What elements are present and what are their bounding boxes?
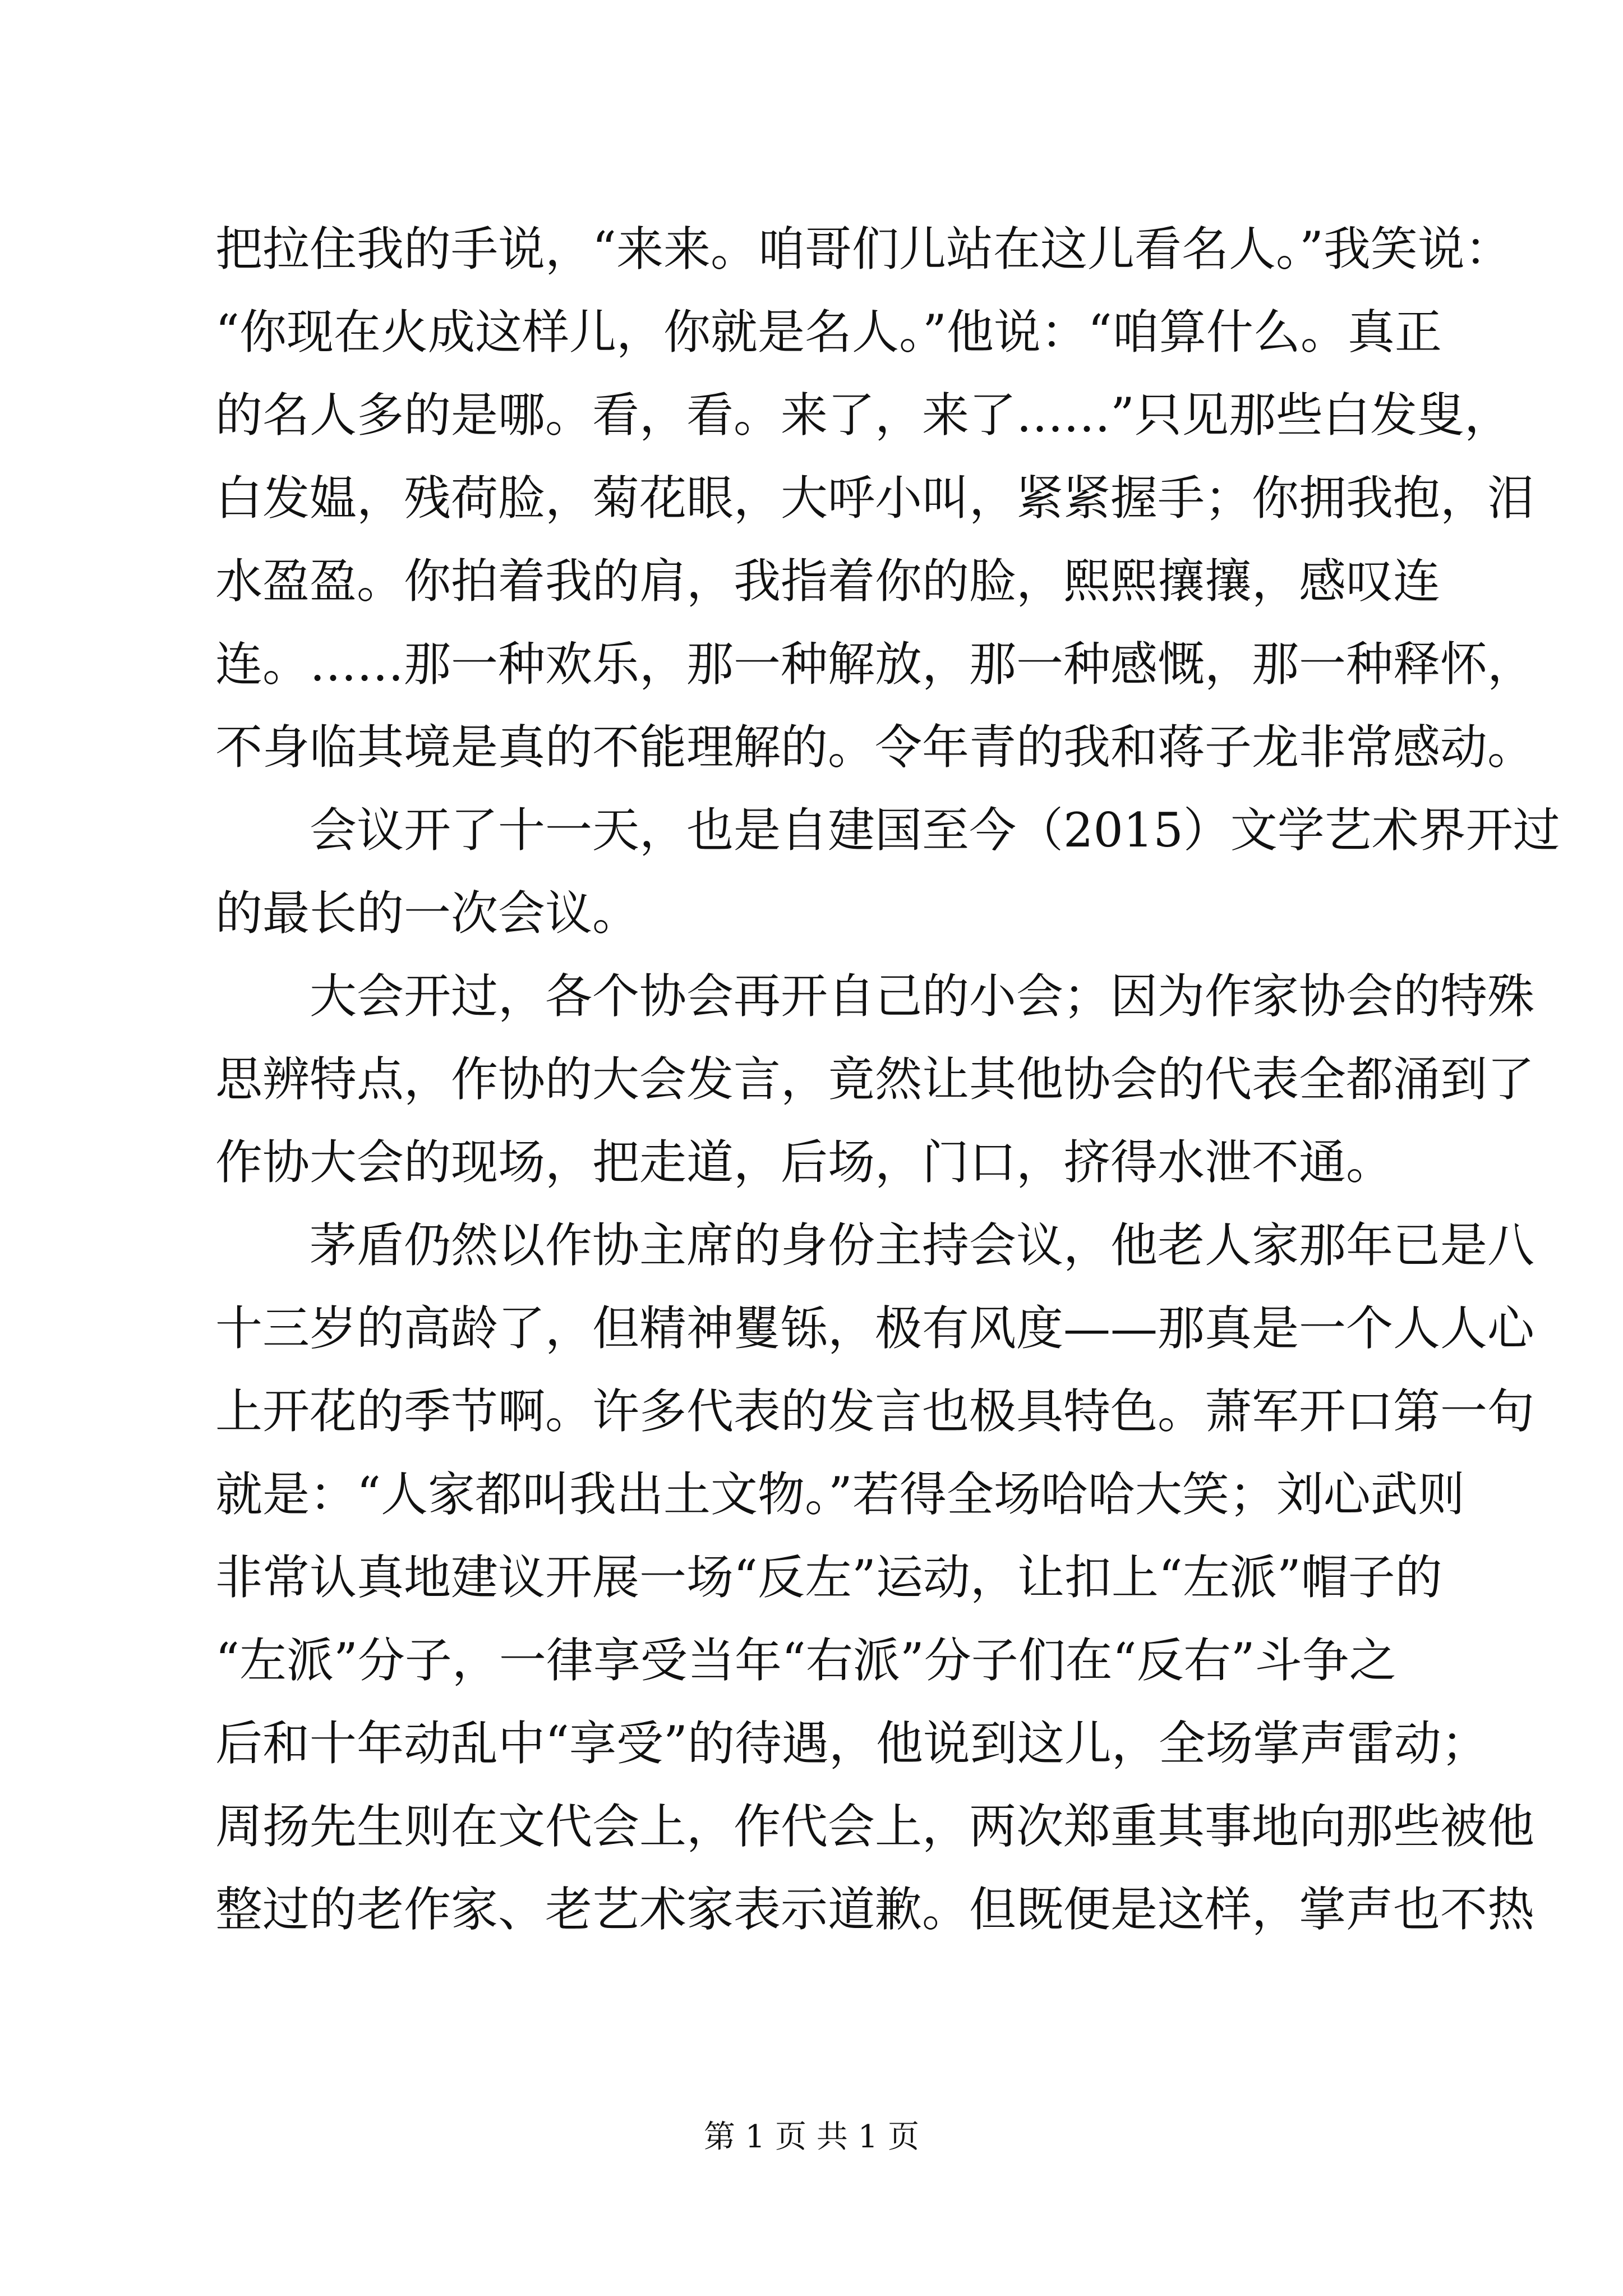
text-line: 白发媪，残荷脸，菊花眼，大呼小叫，紧紧握手；你拥我抱，泪 bbox=[215, 471, 1535, 526]
text-line: 周扬先生则在文代会上，作代会上，两次郑重其事地向那些被他 bbox=[215, 1799, 1535, 1854]
text-line: 上开花的季节啊。许多代表的发言也极具特色。萧军开口第一句 bbox=[215, 1384, 1535, 1439]
text-line: 会议开了十一天，也是自建国至今（2015）文学艺术界开过 bbox=[215, 803, 1560, 858]
text-line: 非常认真地建议开展一场“反左”运动，让扣上“左派”帽子的 bbox=[215, 1550, 1442, 1605]
text-line: 茅盾仍然以作协主席的身份主持会议，他老人家那年已是八 bbox=[215, 1218, 1535, 1273]
text-line: 的名人多的是哪。看，看。来了，来了……”只见那些白发叟， bbox=[215, 388, 1511, 443]
text-line: 思辨特点，作协的大会发言，竟然让其他协会的代表全都涌到了 bbox=[215, 1052, 1535, 1107]
text-line: 水盈盈。你拍着我的肩，我指着你的脸，熙熙攘攘，感叹连 bbox=[215, 554, 1441, 609]
text-line: “左派”分子，一律享受当年“右派”分子们在“反右”斗争之 bbox=[215, 1633, 1396, 1688]
text-line: 整过的老作家、老艺术家表示道歉。但既便是这样，掌声也不热 bbox=[215, 1882, 1535, 1937]
text-line: 不身临其境是真的不能理解的。令年青的我和蒋子龙非常感动。 bbox=[215, 720, 1535, 775]
body-text bbox=[215, 208, 1560, 1951]
page-footer: 第 1 页 共 1 页 bbox=[703, 2119, 920, 2155]
text-line: 后和十年动乱中“享受”的待遇，他说到这儿，全场掌声雷动； bbox=[215, 1716, 1488, 1771]
text-line: 就是：“人家都叫我出土文物。”若得全场哈哈大笑；刘心武则 bbox=[215, 1467, 1465, 1522]
text-line: 把拉住我的手说，“来来。咱哥们儿站在这儿看名人。”我笑说： bbox=[215, 222, 1512, 277]
text-line: “你现在火成这样儿，你就是名人。”他说：“咱算什么。真正 bbox=[215, 305, 1442, 360]
text-line: 连。……那一种欢乐，那一种解放，那一种感慨，那一种释怀， bbox=[215, 637, 1535, 692]
text-line: 十三岁的高龄了，但精神矍铄，极有风度——那真是一个人人心 bbox=[215, 1301, 1535, 1356]
text-line: 作协大会的现场，把走道，后场，门口，挤得水泄不通。 bbox=[215, 1135, 1394, 1190]
text-line: 的最长的一次会议。 bbox=[215, 886, 640, 941]
text-line: 大会开过，各个协会再开自己的小会；因为作家协会的特殊 bbox=[215, 969, 1535, 1024]
